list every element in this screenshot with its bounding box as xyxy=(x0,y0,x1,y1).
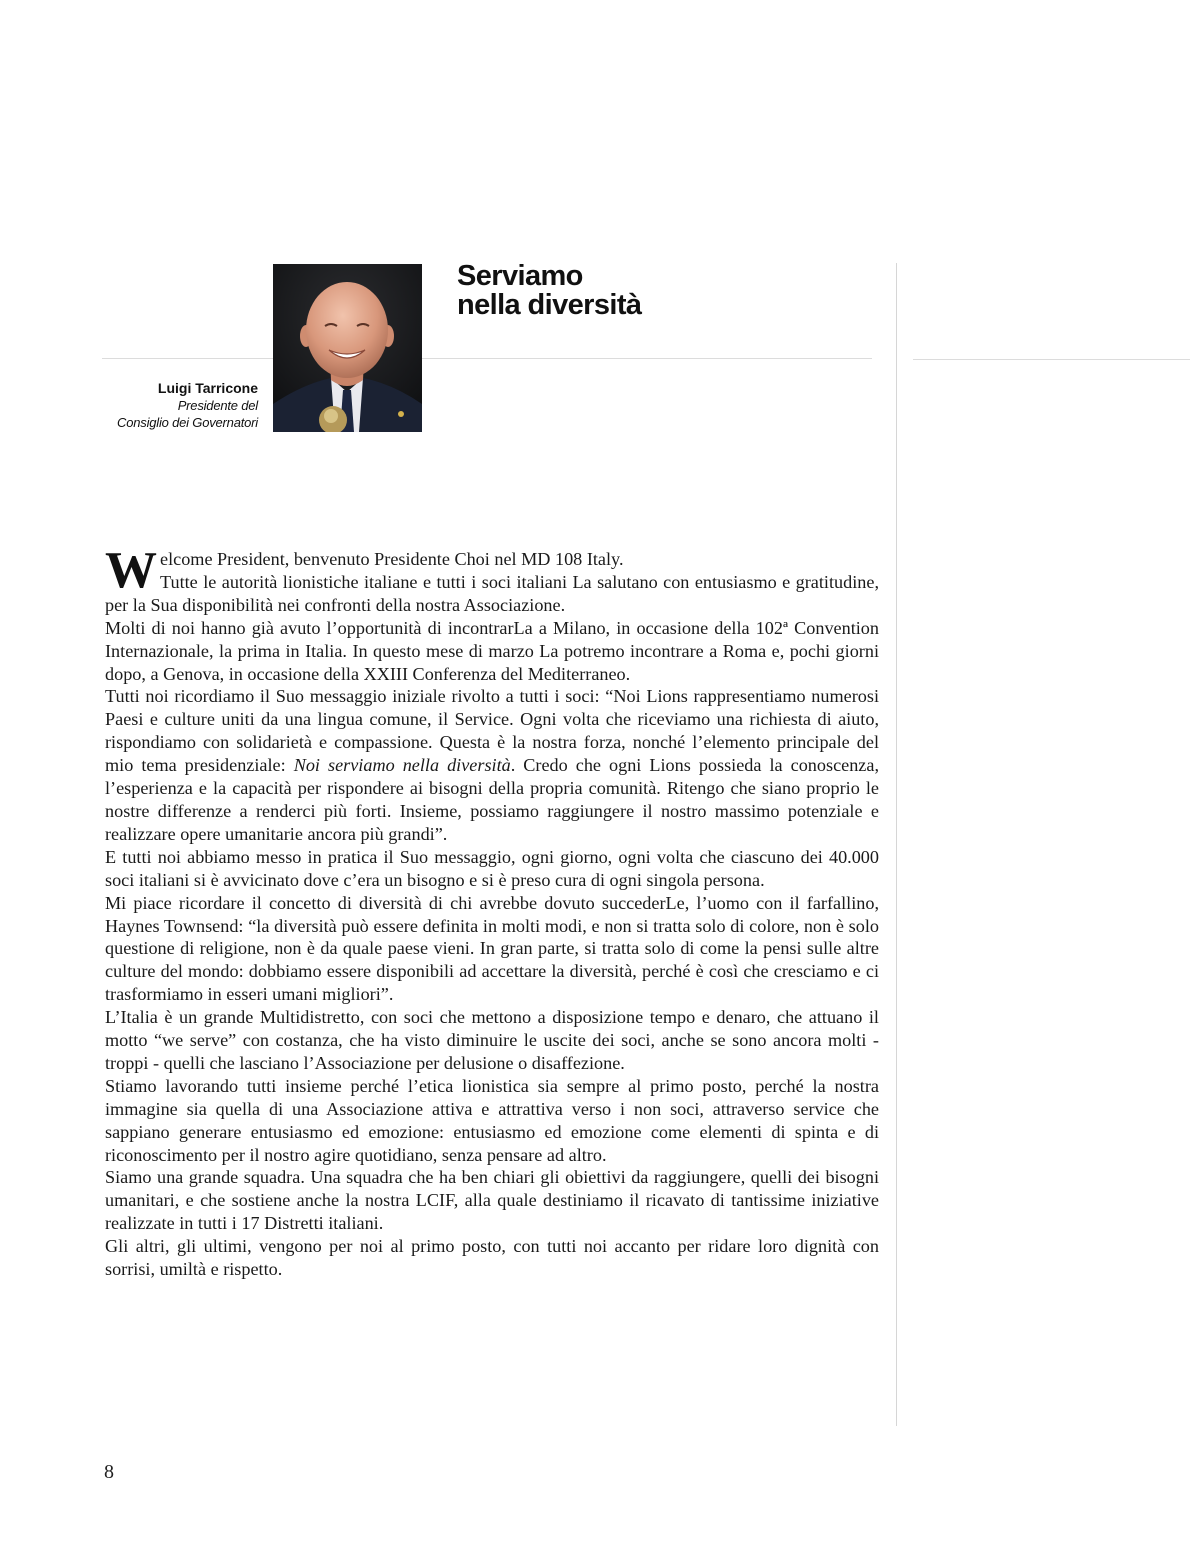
quote-text-start: Tutti noi ricordiamo il Suo messaggio iniziale rivolto a tutti i soci: “Noi Lions rappresentiamo numerosi Paesi e culture uniti da una lingua comune, il Service. Ogni volta che riceviamo una richiesta di aiuto, rispondiamo con solidarietà e compassione. Questa è la nostra forza, nonché l’elemento principale del mio tema presidenziale: xyxy=(105,686,879,776)
article-paragraph: Gli altri, gli ultimi, vengono per noi al primo posto, con tutti noi accanto per ridare loro dignità con sorrisi, umiltà e rispetto. xyxy=(105,1236,879,1280)
article-paragraph: Molti di noi hanno già avuto l’opportunità di incontrarLa a Milano, in occasione della 102ª Convention Internazionale, la prima in Italia. In questo mese di marzo La potremo incontrare a Roma e, pochi giorni dopo, a Genova, in occasione della XXIII Conferenza del Mediterraneo. xyxy=(105,617,879,684)
article-paragraph: L’Italia è un grande Multidistretto, con soci che mettono a disposizione tempo e denaro, che attuano il motto “we serve” con costanza, che ha visto diminuire le uscite dei soci, anche se sono ancora molti - troppi - quelli che lasciano l’Associazione per delusione o disaffezione. xyxy=(105,1007,879,1073)
column-separator xyxy=(896,263,897,1426)
author-photo xyxy=(273,264,422,432)
author-role-line-2: Consiglio dei Governatori xyxy=(117,415,258,430)
author-name: Luigi Tarricone xyxy=(157,380,258,396)
author-role-line-1: Presidente del xyxy=(177,398,258,413)
article-paragraph: Stiamo lavorando tutti insieme perché l’etica lionistica sia sempre al primo posto, perché la nostra immagine sia quella di una Associazione attiva e attrattiva verso i non soci, attraverso service che sappiano generare entusiasmo ed emozione: entusiasmo ed emozione come elementi di spinta e di riconoscimento per il nostro agire quotidiano, senza pensare ad altro. xyxy=(105,1075,879,1165)
article-title xyxy=(457,262,641,320)
article-paragraph: Tutte le autorità lionistiche italiane e tutti i soci italiani La salutano con entusiasmo e gratitudine, per la Sua disponibilità nei confronti della nostra Associazione. xyxy=(105,571,879,615)
header-divider xyxy=(102,358,872,359)
article-paragraph xyxy=(105,685,879,845)
article-paragraph: Siamo una grande squadra. Una squadra che ha ben chiari gli obiettivi da raggiungere, quelli dei bisogni umanitari, e che sostiene anche la nostra LCIF, alla quale destiniamo il ricavato di tantissime iniziative realizzate in tutti i 17 Distretti italiani. xyxy=(105,1167,879,1234)
page-number: 8 xyxy=(104,1461,114,1483)
author-byline xyxy=(117,380,258,431)
article-paragraph: E tutti noi abbiamo messo in pratica il Suo messaggio, ogni giorno, ogni volta che ciascuno dei 40.000 soci italiani si è avvicinato dove c’era un bisogno e si è preso cura di ogni singola persona. xyxy=(105,846,879,890)
title-line-2: nella diversità xyxy=(457,289,642,321)
drop-cap: W xyxy=(105,542,157,599)
article-body xyxy=(105,542,879,1281)
quote-theme-italic: Noi serviamo nella diversità xyxy=(293,755,511,776)
article-paragraph: Mi piace ricordare il concetto di diversità di chi avrebbe dovuto succederLe, l’uomo con il farfallino, Haynes Townsend: “la diversità può essere definita in molti modi, e non si tratta solo di colore, non è solo questione di religione, non è da quale paese vieni. In gran parte, si tratta solo di come la pensi sulle altre culture del mondo: dobbiamo essere disponibili ad accettare la diversità, perché è così che cresciamo e ci trasformiamo in esseri umani migliori”. xyxy=(105,892,879,1005)
quote-text-end: . Credo che ogni Lions possieda la conoscenza, l’esperienza e la capacità per rispondere ai bisogni della propria comunità. Ritengo che siano proprio le nostre differenze a renderci più forti. Insieme, possiamo raggiungere il nostro massimo potenziale e realizzare opere umanitarie ancora più grandi”. xyxy=(105,755,879,844)
article-opening-line: elcome President, benvenuto Presidente Choi nel MD 108 Italy. xyxy=(160,549,624,569)
title-line-1: Serviamo xyxy=(457,260,583,292)
sidebar-divider xyxy=(913,359,1190,360)
